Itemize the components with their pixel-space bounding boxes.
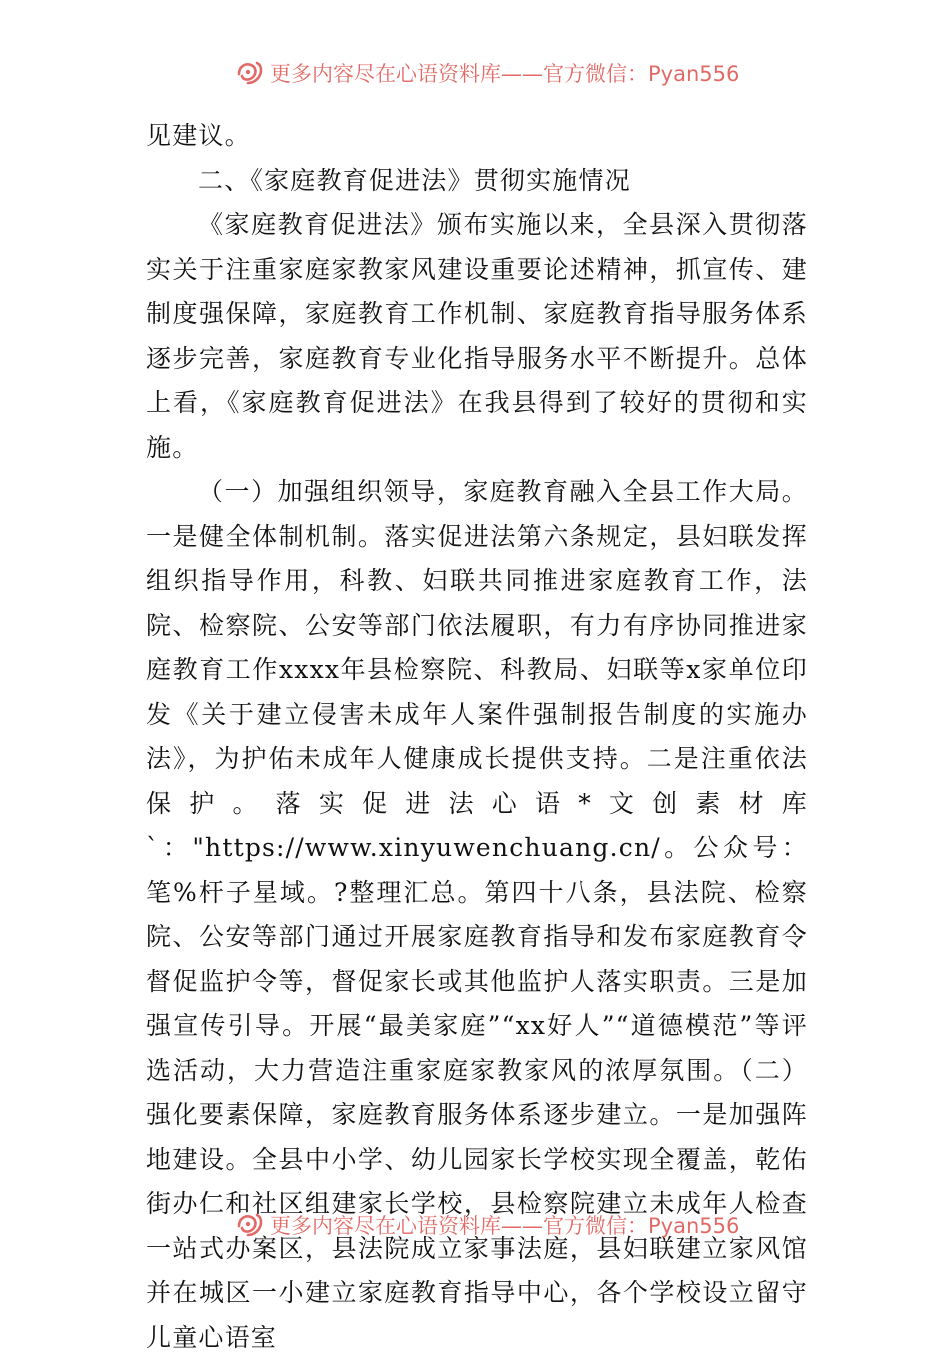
footer-banner	[0, 1208, 950, 1238]
brand-logo-icon	[236, 1212, 264, 1238]
brand-logo-icon	[236, 60, 264, 86]
banner-text: 更多内容尽在心语资料库——官方微信：Pyan556	[270, 62, 740, 86]
document-body	[146, 114, 808, 1360]
banner-text: 更多内容尽在心语资料库——官方微信：Pyan556	[270, 1214, 740, 1238]
header-banner	[0, 56, 950, 86]
paragraph-organization: （一）加强组织领导，家庭教育融入全县工作大局。一是健全体制机制。落实促进法第六条规定，县妇联发挥组织指导作用，科教、妇联共同推进家庭教育工作，法院、检察院、公安等部门依法履职，有力有序协同推进家庭教育工作xxxx年县检察院、科教局、妇联等x家单位印发《关于建立侵害未成年人案件强制报告制度的实施办法》，为护佑未成年人健康成长提供支持。二是注重依法保护。落实促进法心语*文创素材库`："https://www.xinyuwenchuang.cn/。公众号：笔%杆子星域。?整理汇总。第四十八条，县法院、检察院、公安等部门通过开展家庭教育指导和发布家庭教育令督促监护令等，督促家长或其他监护人落实职责。三是加强宣传引导。开展“最美家庭”“xx好人”“道德模范”等评选活动，大力营造注重家庭家教家风的浓厚氛围。（二）强化要素保障，家庭教育服务体系逐步建立。一是加强阵地建设。全县中小学、幼儿园家长学校实现全覆盖，乾佑街办仁和社区组建家长学校，县检察院建立未成年人检查一站式办案区，县法院成立家事法庭，县妇联建立家风馆并在城区一小建立家庭教育指导中心，各个学校设立留守儿童心语室	[146, 477, 808, 1352]
paragraph-overview: 《家庭教育促进法》颁布实施以来，全县深入贯彻落实关于注重家庭家教家风建设重要论述精神，抓宣传、建制度强保障，家庭教育工作机制、家庭教育指导服务体系逐步完善，家庭教育专业化指导服务水平不断提升。总体上看，《家庭教育促进法》在我县得到了较好的贯彻和实施。	[146, 210, 808, 462]
paragraph-continuation: 见建议。	[146, 121, 251, 150]
section-heading: 二、《家庭教育促进法》贯彻实施情况	[198, 165, 631, 195]
